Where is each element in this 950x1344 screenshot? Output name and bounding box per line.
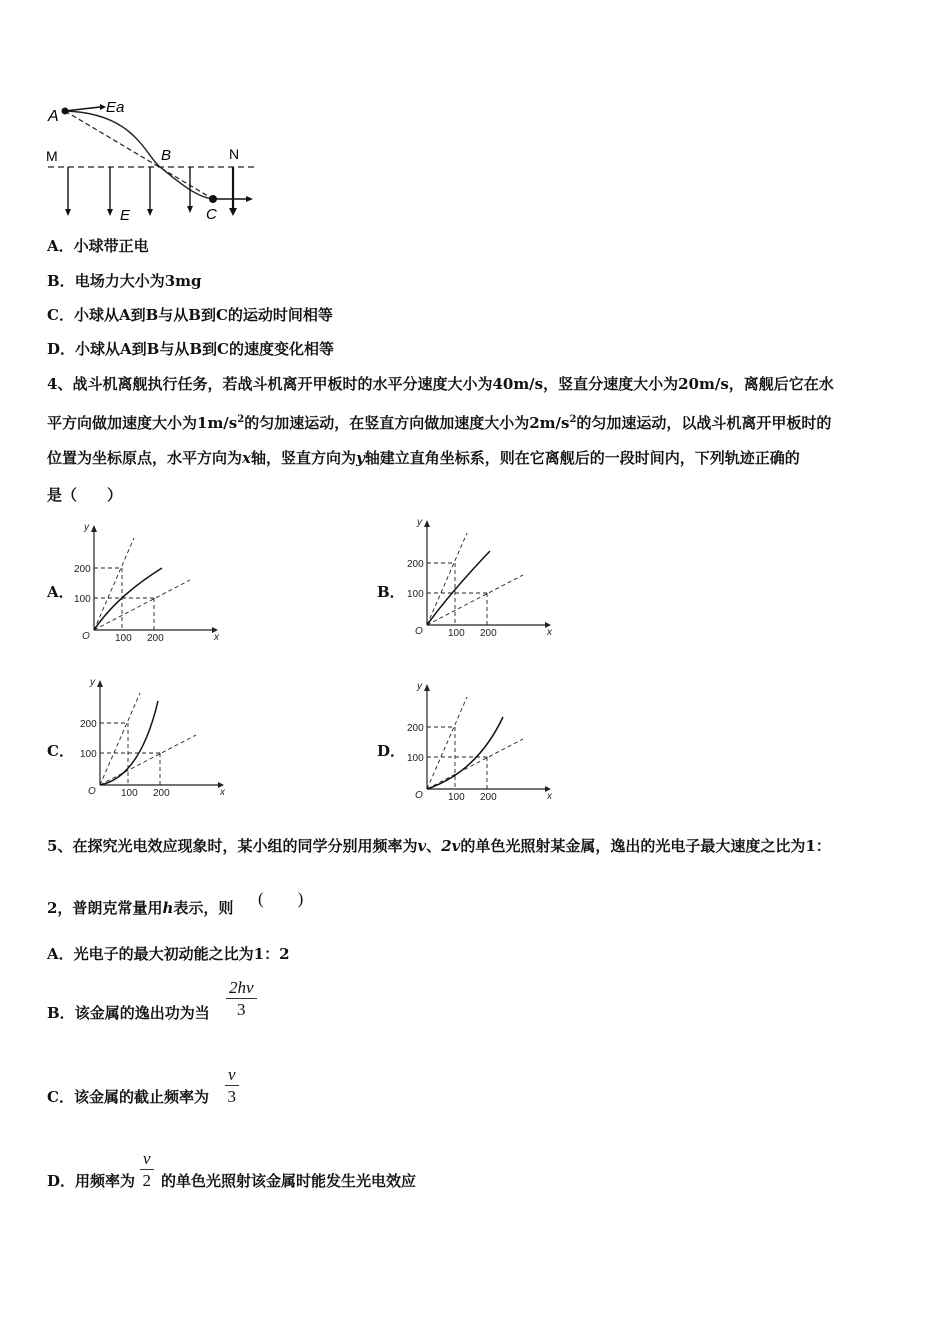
label-B: B bbox=[161, 147, 172, 164]
ref-line-steep bbox=[427, 697, 467, 789]
tick-x100: 100 bbox=[448, 792, 465, 802]
tick-y100: 100 bbox=[74, 594, 91, 605]
label-A: A bbox=[48, 108, 59, 125]
q4-stem-line4: 是（ ） bbox=[47, 486, 123, 504]
x-axis-label: x bbox=[547, 791, 552, 802]
q3-option-c: C．小球从A到B与从B到C的运动时间相等 bbox=[47, 306, 333, 324]
y-axis-arrow bbox=[97, 680, 103, 687]
q3-field-diagram bbox=[40, 95, 280, 230]
ref-line-shallow bbox=[100, 735, 196, 785]
ref-line-shallow bbox=[94, 580, 190, 630]
trajectory-curve bbox=[427, 717, 503, 789]
tick-x200: 200 bbox=[147, 633, 164, 643]
label-N: N bbox=[229, 146, 240, 162]
q4-option-b-letter: B． bbox=[377, 583, 405, 601]
origin-label: O bbox=[82, 631, 90, 642]
origin-label: O bbox=[88, 786, 96, 797]
q4-stem-line2: 平方向做加速度大小为$1m/s^2$的匀加速运动，在竖直方向做加速度大小为$2m/s^2$的匀加速运动，以战斗机离开甲板时的 bbox=[47, 414, 832, 432]
q4-graph-b bbox=[405, 513, 555, 638]
q3-option-d: D．小球从A到B与从B到C的速度变化相等 bbox=[47, 340, 334, 358]
y-axis-label: y bbox=[417, 681, 422, 692]
label-C: C bbox=[206, 206, 217, 223]
label-E: E bbox=[120, 207, 131, 224]
q4-graph-d bbox=[405, 677, 555, 802]
q5-option-d-fraction: $\frac{v}{2}$ bbox=[140, 1149, 154, 1192]
x-axis-label: x bbox=[220, 787, 225, 798]
y-axis-arrow bbox=[424, 684, 430, 691]
tick-x100: 100 bbox=[448, 628, 465, 638]
label-Ea: Ea bbox=[106, 99, 125, 116]
tick-x200: 200 bbox=[480, 628, 497, 638]
ref-line-steep bbox=[94, 538, 134, 630]
ref-line-steep bbox=[427, 533, 467, 625]
q5-option-d-part2: 的单色光照射该金属时能发生光电效应 bbox=[161, 1172, 417, 1190]
q5-option-b: B．该金属的逸出功为当 bbox=[47, 1004, 210, 1022]
q4-stem-line1: 4、战斗机离舰执行任务，若战斗机离开甲板时的水平分速度大小为40m/s，竖直分速度大小为20m/s，离舰后它在水 bbox=[47, 375, 834, 393]
label-M: M bbox=[46, 148, 58, 164]
tick-y200: 200 bbox=[407, 559, 424, 570]
q3-option-a: A．小球带正电 bbox=[47, 237, 149, 255]
q4-option-c-letter: C． bbox=[47, 742, 74, 760]
tick-x100: 100 bbox=[121, 788, 138, 798]
origin-label: O bbox=[415, 626, 423, 637]
trajectory-curve bbox=[427, 551, 490, 625]
q5-stem-line2: 2，普朗克常量用h表示，则 bbox=[47, 899, 234, 917]
trajectory-curve bbox=[94, 568, 162, 630]
y-axis-arrow bbox=[424, 520, 430, 527]
y-axis-label: y bbox=[84, 522, 89, 533]
tick-y200: 200 bbox=[74, 564, 91, 575]
q5-option-a: A．光电子的最大初动能之比为1：2 bbox=[47, 945, 290, 963]
tick-y200: 200 bbox=[80, 719, 97, 730]
tick-y100: 100 bbox=[407, 589, 424, 600]
q5-answer-paren: ( ) bbox=[258, 889, 304, 908]
q4-option-a-letter: A． bbox=[47, 583, 74, 601]
origin-label: O bbox=[415, 790, 423, 801]
q5-option-c-fraction: $\frac{v}{3}$ bbox=[225, 1065, 239, 1108]
q5-stem-line1: 5、在探究光电效应现象时，某小组的同学分别用频率为v、2v的单色光照射某金属，逸出的光电子最大速度之比为1： bbox=[47, 837, 831, 855]
tick-y200: 200 bbox=[407, 723, 424, 734]
q5-option-b-fraction: $\frac{2hv}{3}$ bbox=[226, 978, 257, 1021]
y-axis-arrow bbox=[91, 525, 97, 532]
y-axis-label: y bbox=[417, 517, 422, 528]
ref-line-shallow bbox=[427, 739, 523, 789]
ref-line-shallow bbox=[427, 575, 523, 625]
q5-option-d-part1: D．用频率为 bbox=[47, 1172, 136, 1190]
tick-x200: 200 bbox=[153, 788, 170, 798]
q4-option-d-letter: D． bbox=[377, 742, 406, 760]
x-axis-label: x bbox=[547, 627, 552, 638]
trajectory-curve bbox=[100, 701, 158, 785]
q4-graph-c bbox=[78, 673, 228, 798]
q4-stem-line3: 位置为坐标原点，水平方向为x轴，竖直方向为y轴建立直角坐标系，则在它离舰后的一段时间内，下列轨迹正确的 bbox=[47, 449, 800, 467]
tick-x100: 100 bbox=[115, 633, 132, 643]
q4-graph-a bbox=[72, 518, 222, 643]
tick-x200: 200 bbox=[480, 792, 497, 802]
tick-y100: 100 bbox=[407, 753, 424, 764]
ref-line-steep bbox=[100, 693, 140, 785]
q5-option-c: C．该金属的截止频率为 bbox=[47, 1088, 209, 1106]
tick-y100: 100 bbox=[80, 749, 97, 760]
y-axis-label: y bbox=[90, 677, 95, 688]
x-axis-label: x bbox=[214, 632, 219, 643]
q3-option-b: B．电场力大小为3mg bbox=[47, 272, 202, 290]
